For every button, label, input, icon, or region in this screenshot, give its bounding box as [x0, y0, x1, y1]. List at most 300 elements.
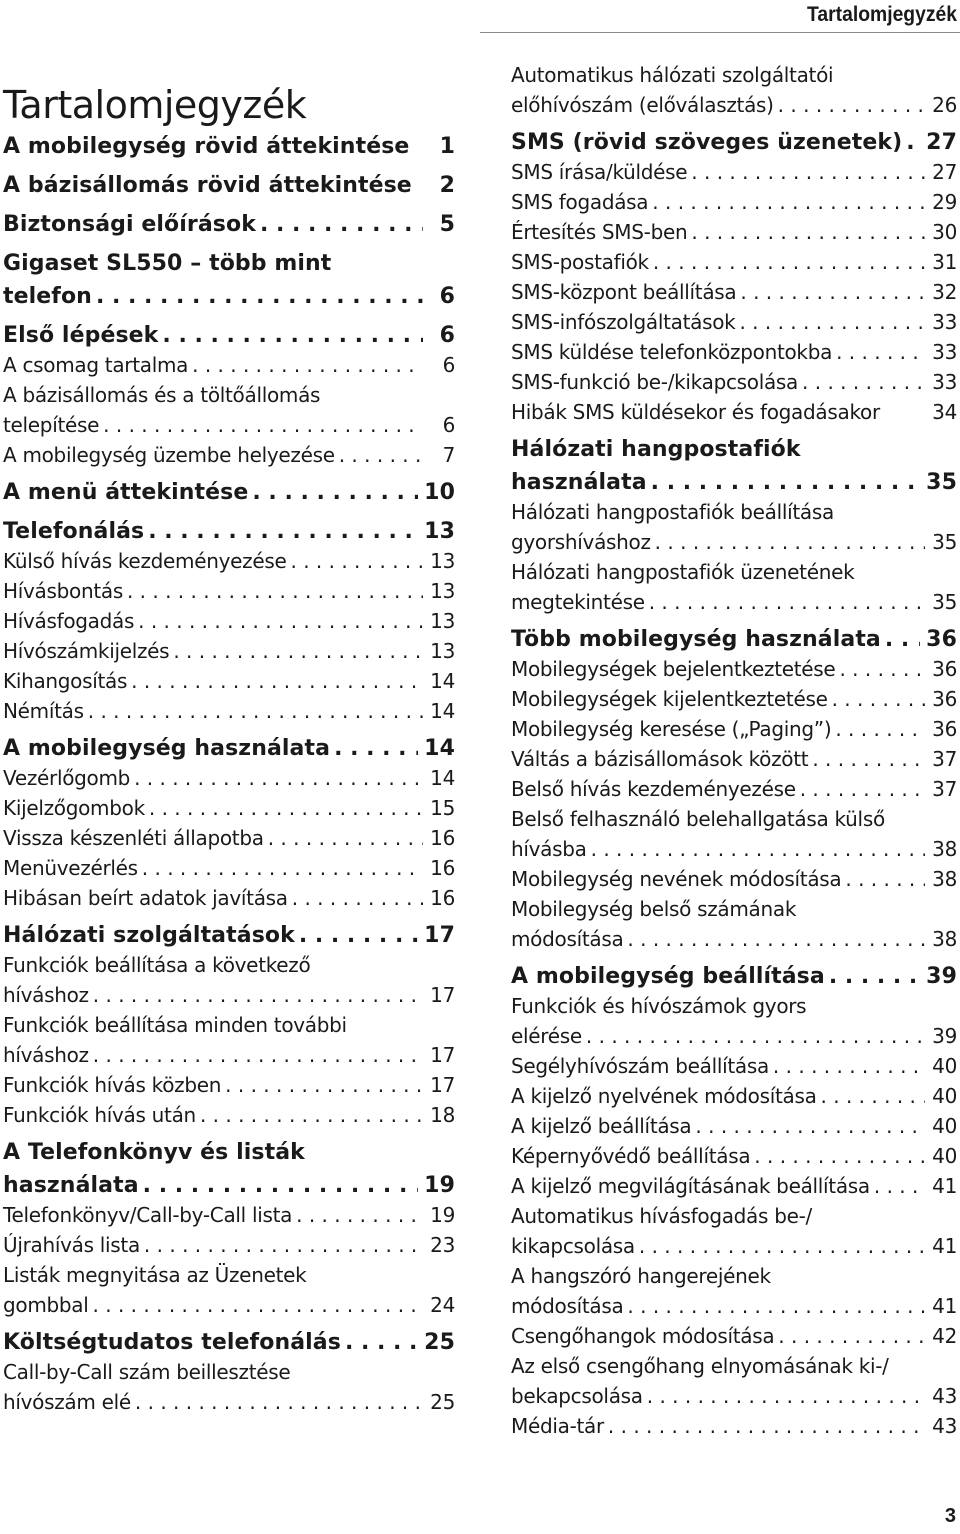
toc-page-number: 1: [439, 134, 455, 159]
toc-page-number: 36: [932, 717, 957, 741]
toc-entry[interactable]: [3, 546, 455, 576]
leader-dots: [736, 277, 925, 307]
toc-entry[interactable]: [511, 497, 957, 557]
toc-entry[interactable]: [511, 217, 957, 247]
leader-dots: [587, 834, 925, 864]
leader-dots: [623, 924, 925, 954]
leader-dots: [817, 1081, 925, 1111]
toc-entry-row: [511, 337, 957, 367]
toc-entry-title: Több mobilegység használata: [511, 627, 881, 652]
toc-page-number: 32: [932, 280, 957, 304]
toc-entry-title: A bázisállomás rövid áttekintése: [3, 173, 412, 198]
toc-entry[interactable]: [3, 763, 455, 793]
toc-entry-title: SMS-infószolgáltatások: [511, 310, 736, 334]
leader-dots: [130, 763, 423, 793]
toc-section-entry[interactable]: [3, 319, 455, 352]
toc-page-number: 35: [932, 590, 957, 614]
toc-entry-title: hívásba: [511, 837, 587, 861]
leader-dots: [169, 636, 423, 666]
toc-entry-row: [511, 744, 957, 774]
toc-page-number: 6: [442, 413, 455, 437]
toc-entry[interactable]: [511, 894, 957, 954]
toc-page-number: 17: [430, 983, 455, 1007]
toc-entry-row: [3, 823, 455, 853]
leader-dots: [651, 527, 925, 557]
toc-entry[interactable]: [511, 1051, 957, 1081]
toc-entry-title: SMS fogadása: [511, 190, 649, 214]
toc-entry[interactable]: [511, 804, 957, 864]
toc-section-entry[interactable]: [3, 919, 455, 952]
toc-right-column: [511, 60, 957, 1441]
header-rule: [480, 32, 960, 33]
toc-entry-title: Telefonkönyv/Call-by-Call lista: [3, 1203, 293, 1227]
toc-page-number: 13: [430, 639, 455, 663]
leader-dots: [831, 714, 925, 744]
toc-entry-title: Kihangosítás: [3, 669, 128, 693]
toc-entry-row: [511, 834, 957, 864]
toc-entry[interactable]: [511, 1111, 957, 1141]
toc-entry-row: [511, 1291, 957, 1321]
leader-dots: [292, 1200, 423, 1230]
toc-entry-title-line: Funkciók beállítása a következő: [3, 953, 311, 977]
toc-page-number: 38: [932, 927, 957, 951]
toc-entry-title: Külső hívás kezdeményezése: [3, 549, 287, 573]
toc-entry-row: [3, 980, 455, 1010]
toc-entry-row: [511, 466, 957, 499]
toc-entry[interactable]: [511, 1411, 957, 1441]
toc-page-number: 43: [932, 1414, 957, 1438]
leader-dots: [825, 960, 920, 993]
toc-entry-title: Hálózati szolgáltatások: [3, 923, 295, 948]
toc-entry-row: [3, 1326, 455, 1359]
toc-entry-title: híváshoz: [3, 983, 89, 1007]
leader-dots: [648, 187, 925, 217]
toc-entry[interactable]: [511, 654, 957, 684]
toc-page-number: 36: [932, 657, 957, 681]
toc-entry-title-line: Gigaset SL550 – több mint: [3, 251, 332, 276]
toc-entry-row: [511, 623, 957, 656]
toc-entry-title: A kijelző beállítása: [511, 1114, 692, 1138]
leader-dots: [330, 732, 418, 765]
toc-entry-title: Belső hívás kezdeményezése: [511, 777, 796, 801]
toc-entry-title: Funkciók hívás közben: [3, 1073, 222, 1097]
toc-page-number: 18: [430, 1103, 455, 1127]
toc-entry-row: [3, 350, 455, 380]
toc-entry-title: A kijelző megvilágításának beállítása: [511, 1174, 870, 1198]
toc-entry[interactable]: [511, 864, 957, 894]
toc-entry-title: megtekintése: [511, 590, 645, 614]
toc-page-number: 13: [430, 549, 455, 573]
toc-page-number: 2: [439, 173, 455, 198]
leader-dots: [264, 823, 423, 853]
toc-entry[interactable]: [511, 60, 957, 120]
leader-dots: [645, 587, 925, 617]
toc-page-number: 6: [439, 323, 455, 348]
toc-entry[interactable]: [3, 440, 455, 470]
toc-page-number: 34: [932, 400, 957, 424]
toc-entry-title: Első lépések: [3, 323, 159, 348]
toc-entry[interactable]: [511, 714, 957, 744]
toc-entry-title-line: Automatikus hívásfogadás be-/: [511, 1204, 812, 1228]
toc-page-number: 23: [430, 1233, 455, 1257]
toc-entry[interactable]: [3, 1357, 455, 1417]
toc-entry-row: [3, 169, 455, 202]
toc-page-number: 40: [932, 1054, 957, 1078]
toc-entry-title: SMS (rövid szöveges üzenetek): [511, 130, 903, 155]
leader-dots: [144, 515, 418, 548]
toc-entry[interactable]: [3, 350, 455, 380]
toc-entry-title-line: Belső felhasználó belehallgatása külső: [511, 807, 885, 831]
toc-entry-title: módosítása: [511, 927, 624, 951]
toc-entry-row: [3, 666, 455, 696]
leader-dots: [808, 744, 925, 774]
toc-entry[interactable]: [511, 277, 957, 307]
toc-page-number: 41: [932, 1294, 957, 1318]
toc-left-column: [3, 130, 455, 1417]
toc-section-entry[interactable]: [3, 515, 455, 548]
leader-dots: [769, 1051, 925, 1081]
toc-entry-row: [3, 1169, 455, 1202]
toc-entry-title: Vezérlőgomb: [3, 766, 131, 790]
leader-dots: [288, 883, 423, 913]
leader-dots: [691, 1111, 925, 1141]
toc-entry-title: gyorshíváshoz: [511, 530, 651, 554]
toc-page-number: 31: [932, 250, 957, 274]
leader-dots: [341, 1326, 418, 1359]
toc-entry-title: telepítése: [3, 413, 100, 437]
leader-dots: [89, 1040, 423, 1070]
toc-page-number: 16: [430, 856, 455, 880]
leader-dots: [196, 1100, 423, 1130]
toc-page-number: 16: [430, 826, 455, 850]
toc-page-number: 39: [932, 1024, 957, 1048]
toc-entry-title-line: A Telefonkönyv és listák: [3, 1140, 305, 1165]
toc-entry-row: [511, 157, 957, 187]
toc-entry-row: [3, 130, 455, 163]
toc-entry-title: A mobilegység használata: [3, 736, 331, 761]
running-header-title: Tartalomjegyzék: [807, 3, 957, 26]
toc-entry-title-line: Az első csengőhang elnyomásának ki-/: [511, 1354, 889, 1378]
toc-page-number: 41: [932, 1234, 957, 1258]
toc-page-number: 38: [932, 837, 957, 861]
toc-entry-row: [511, 1171, 957, 1201]
leader-dots: [623, 1291, 925, 1321]
toc-page-number: 36: [932, 687, 957, 711]
toc-entry-title: Média-tár: [511, 1414, 604, 1438]
toc-entry-title: híváshoz: [3, 1043, 89, 1067]
leader-dots: [92, 280, 423, 313]
toc-entry[interactable]: [511, 157, 957, 187]
toc-page-number: 13: [430, 579, 455, 603]
toc-entry-title-line: A hangszóró hangerejének: [511, 1264, 771, 1288]
toc-entry-row: [511, 924, 957, 954]
toc-section-entry[interactable]: [3, 169, 455, 202]
toc-entry[interactable]: [3, 1070, 455, 1100]
toc-entry[interactable]: [3, 883, 455, 913]
leader-dots: [221, 1070, 423, 1100]
toc-entry-title: SMS írása/küldése: [511, 160, 688, 184]
toc-entry-title: Csengőhangok módosítása: [511, 1324, 775, 1348]
toc-entry[interactable]: [3, 380, 455, 440]
toc-section-entry[interactable]: [3, 208, 455, 241]
toc-entry-title: A csomag tartalma: [3, 353, 189, 377]
toc-entry-row: [3, 208, 455, 241]
leader-dots: [798, 367, 925, 397]
toc-entry[interactable]: [511, 1351, 957, 1411]
leader-dots: [134, 606, 423, 636]
toc-section-entry[interactable]: [3, 1326, 455, 1359]
toc-entry[interactable]: [511, 684, 957, 714]
toc-entry-title: Váltás a bázisállomások között: [511, 747, 809, 771]
leader-dots: [635, 1231, 925, 1261]
toc-entry-title: Hibásan beírt adatok javítása: [3, 886, 288, 910]
toc-entry-row: [3, 319, 455, 352]
toc-page-number: 35: [926, 470, 957, 495]
toc-entry-row: [511, 277, 957, 307]
leader-dots: [286, 546, 423, 576]
toc-entry-row: [3, 1387, 455, 1417]
toc-entry-row: [3, 1230, 455, 1260]
toc-entry-row: [511, 397, 957, 427]
toc-entry-title: Hívásfogadás: [3, 609, 135, 633]
toc-entry-title-line: Listák megnyitása az Üzenetek: [3, 1263, 307, 1287]
toc-entry-row: [511, 1141, 957, 1171]
toc-entry[interactable]: [3, 853, 455, 883]
toc-entry-row: [511, 1231, 957, 1261]
toc-page-number: 37: [932, 747, 957, 771]
toc-entry-row: [511, 960, 957, 993]
leader-dots: [870, 1171, 925, 1201]
toc-entry[interactable]: [3, 1230, 455, 1260]
toc-page-number: 25: [424, 1330, 455, 1355]
toc-entry[interactable]: [511, 397, 957, 427]
toc-entry[interactable]: [511, 1141, 957, 1171]
toc-page-number: 29: [932, 190, 957, 214]
toc-entry-row: [3, 1040, 455, 1070]
toc-section-entry[interactable]: [511, 623, 957, 656]
toc-entry-title: Újrahívás lista: [3, 1233, 140, 1257]
toc-section-entry[interactable]: [3, 247, 455, 313]
toc-entry-title: módosítása: [511, 1294, 624, 1318]
toc-entry[interactable]: [3, 950, 455, 1010]
toc-entry-title: Mobilegység nevének módosítása: [511, 867, 842, 891]
toc-section-entry[interactable]: [3, 476, 455, 509]
toc-entry[interactable]: [511, 1321, 957, 1351]
toc-entry-row: [3, 636, 455, 666]
leader-dots: [582, 1021, 925, 1051]
toc-page-number: 19: [424, 1173, 455, 1198]
toc-entry-row: [511, 217, 957, 247]
toc-entry[interactable]: [3, 1010, 455, 1070]
toc-section-entry[interactable]: [3, 732, 455, 765]
toc-page-number: 37: [932, 777, 957, 801]
toc-page-number: 19: [430, 1203, 455, 1227]
toc-entry-row: [3, 1070, 455, 1100]
toc-entry-row: [3, 515, 455, 548]
toc-page-number: 33: [932, 340, 957, 364]
leader-dots: [687, 157, 925, 187]
toc-page-number: 17: [430, 1043, 455, 1067]
toc-entry-title: Képernyővédő beállítása: [511, 1144, 751, 1168]
toc-entry-row: [3, 732, 455, 765]
toc-section-entry[interactable]: [511, 126, 957, 159]
leader-dots: [604, 1411, 925, 1441]
toc-entry[interactable]: [3, 696, 455, 726]
toc-entry-title: A mobilegység rövid áttekintése: [3, 134, 410, 159]
toc-entry-title: SMS-központ beállítása: [511, 280, 737, 304]
leader-dots: [256, 208, 423, 241]
leader-dots: [123, 576, 423, 606]
toc-entry[interactable]: [3, 666, 455, 696]
toc-page-number: 33: [932, 310, 957, 334]
toc-page-number: 14: [430, 766, 455, 790]
toc-entry-row: [3, 546, 455, 576]
toc-entry-title: elérése: [511, 1024, 582, 1048]
toc-entry-title: Vissza készenléti állapotba: [3, 826, 264, 850]
toc-entry[interactable]: [3, 823, 455, 853]
toc-page-number: 36: [926, 627, 957, 652]
toc-page-number: 10: [424, 480, 455, 505]
toc-entry-title: Telefonálás: [3, 519, 145, 544]
toc-page-number: 13: [424, 519, 455, 544]
toc-entry-title: A mobilegység üzembe helyezése: [3, 443, 335, 467]
toc-entry[interactable]: [511, 247, 957, 277]
toc-entry[interactable]: [511, 337, 957, 367]
toc-entry[interactable]: [511, 367, 957, 397]
leader-dots: [127, 666, 423, 696]
toc-page-number: 24: [430, 1293, 455, 1317]
leader-dots: [131, 1387, 423, 1417]
toc-page-number: 38: [932, 867, 957, 891]
toc-page-number: 6: [439, 284, 455, 309]
toc-entry-title: Menüvezérlés: [3, 856, 138, 880]
toc-page-number: 35: [932, 530, 957, 554]
toc-entry-row: [511, 367, 957, 397]
toc-entry-row: [3, 476, 455, 509]
leader-dots: [248, 476, 418, 509]
toc-entry[interactable]: [511, 307, 957, 337]
toc-entry[interactable]: [511, 1261, 957, 1321]
toc-entry[interactable]: [3, 1260, 455, 1320]
toc-entry[interactable]: [511, 774, 957, 804]
toc-page-number: 5: [439, 212, 455, 237]
leader-dots: [835, 654, 925, 684]
toc-entry-title: Mobilegységek kijelentkeztetése: [511, 687, 828, 711]
toc-section-entry[interactable]: [511, 960, 957, 993]
toc-entry-title: használata: [511, 470, 647, 495]
toc-entry-title-line: Automatikus hálózati szolgáltatói: [511, 63, 834, 87]
toc-entry-row: [511, 527, 957, 557]
toc-entry[interactable]: [511, 187, 957, 217]
toc-entry-row: [511, 247, 957, 277]
toc-entry-title: telefon: [3, 284, 92, 309]
toc-entry-row: [3, 1200, 455, 1230]
toc-page-number: 14: [424, 736, 455, 761]
toc-entry[interactable]: [511, 1081, 957, 1111]
toc-entry-title-line: Funkciók beállítása minden további: [3, 1013, 347, 1037]
toc-entry-title: Segélyhívószám beállítása: [511, 1054, 769, 1078]
toc-page-number: 26: [932, 93, 957, 117]
toc-entry-title: Értesítés SMS-ben: [511, 220, 688, 244]
leader-dots: [828, 684, 925, 714]
leader-dots: [158, 319, 423, 352]
toc-entry-row: [511, 1111, 957, 1141]
toc-entry[interactable]: [511, 744, 957, 774]
toc-entry-title: Költségtudatos telefonálás: [3, 1330, 341, 1355]
toc-entry-title: Mobilegységek bejelentkeztetése: [511, 657, 836, 681]
toc-entry-title-line: Funkciók és hívószámok gyors: [511, 994, 807, 1018]
toc-entry[interactable]: [511, 1201, 957, 1261]
toc-entry[interactable]: [3, 1200, 455, 1230]
toc-entry-title: Némítás: [3, 699, 84, 723]
toc-section-entry[interactable]: [3, 130, 455, 163]
leader-dots: [99, 410, 423, 440]
leader-dots: [295, 919, 418, 952]
toc-page-number: 27: [926, 130, 957, 155]
leader-dots: [335, 440, 423, 470]
toc-entry-row: [511, 714, 957, 744]
toc-entry-row: [511, 307, 957, 337]
toc-entry-row: [511, 126, 957, 159]
toc-entry[interactable]: [511, 1171, 957, 1201]
toc-entry-row: [511, 1321, 957, 1351]
leader-dots: [647, 466, 921, 499]
toc-page-number: 14: [430, 669, 455, 693]
toc-entry-title: Biztonsági előírások: [3, 212, 256, 237]
toc-entry[interactable]: [3, 576, 455, 606]
toc-entry[interactable]: [3, 793, 455, 823]
toc-entry-title-line: Hálózati hangpostafiók beállítása: [511, 500, 834, 524]
toc-entry-row: [511, 1381, 957, 1411]
toc-page-number: 40: [932, 1144, 957, 1168]
toc-section-entry[interactable]: [511, 433, 957, 499]
toc-page-number: 7: [442, 443, 455, 467]
toc-entry-row: [511, 774, 957, 804]
toc-page-number: 40: [932, 1084, 957, 1108]
toc-entry-row: [511, 654, 957, 684]
toc-entry-title: bekapcsolása: [511, 1384, 643, 1408]
toc-page-number: 40: [932, 1114, 957, 1138]
toc-page-number: 39: [926, 964, 957, 989]
toc-entry-row: [3, 410, 455, 440]
page-title: Tartalomjegyzék: [3, 83, 307, 128]
toc-page-number: 6: [442, 353, 455, 377]
leader-dots: [881, 623, 920, 656]
leader-dots: [750, 1141, 925, 1171]
toc-page-number: 42: [932, 1324, 957, 1348]
toc-entry[interactable]: [3, 636, 455, 666]
toc-entry[interactable]: [511, 991, 957, 1051]
page-number: 3: [944, 1505, 956, 1527]
toc-entry-row: [3, 853, 455, 883]
toc-entry-row: [3, 1100, 455, 1130]
toc-entry[interactable]: [3, 606, 455, 636]
toc-entry-row: [3, 793, 455, 823]
toc-page-number: 16: [430, 886, 455, 910]
leader-dots: [140, 1230, 423, 1260]
toc-page-number: 15: [430, 796, 455, 820]
toc-entry-row: [3, 280, 455, 313]
leader-dots: [138, 853, 423, 883]
toc-entry-row: [511, 684, 957, 714]
toc-entry-title: hívószám elé: [3, 1390, 131, 1414]
toc-section-entry[interactable]: [3, 1136, 455, 1202]
toc-entry-row: [511, 1081, 957, 1111]
toc-entry-title-line: Hálózati hangpostafiók: [511, 437, 801, 462]
toc-entry[interactable]: [511, 557, 957, 617]
leader-dots: [841, 864, 925, 894]
toc-entry[interactable]: [3, 1100, 455, 1130]
